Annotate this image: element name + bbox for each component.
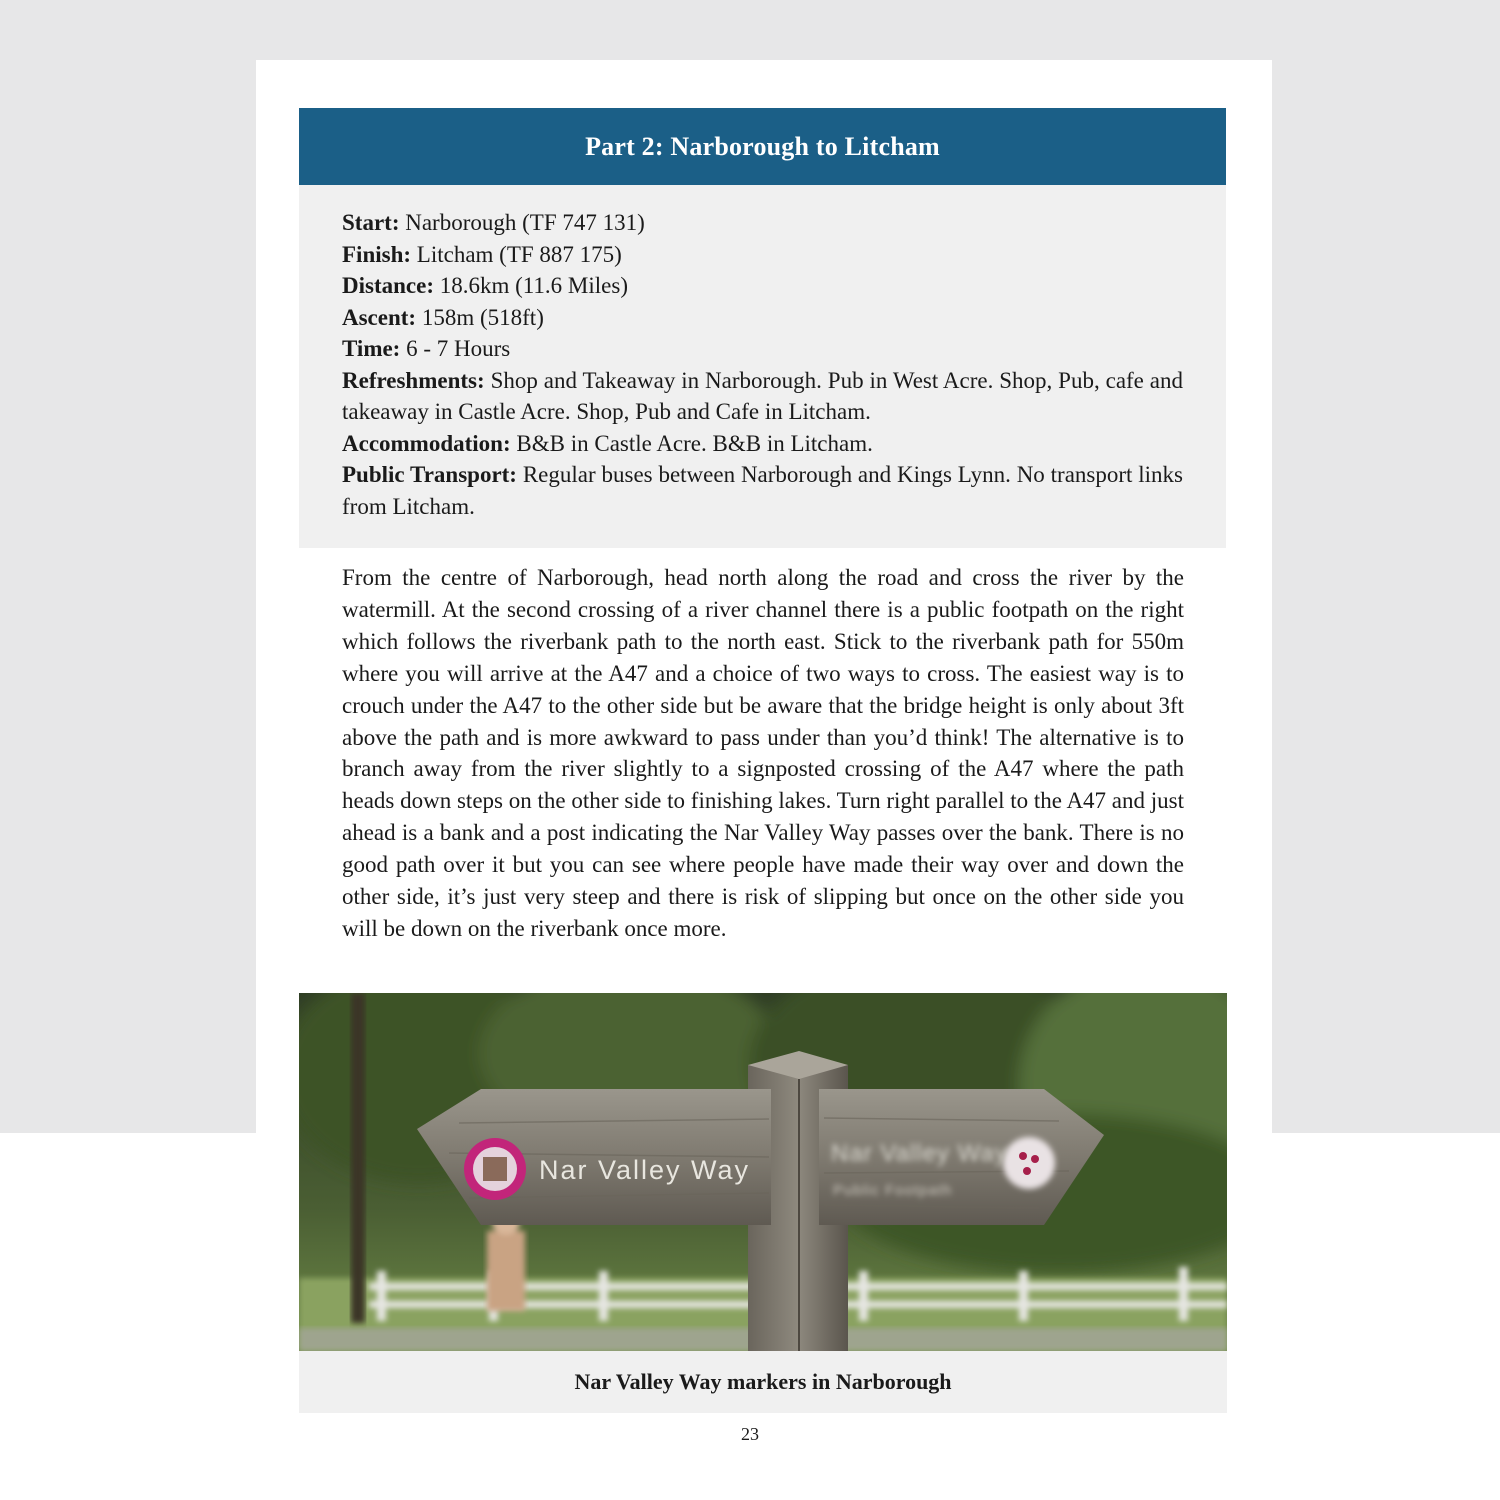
info-row-accommodation: Accommodation: B&B in Castle Acre. B&B in Litcham. bbox=[342, 430, 873, 456]
route-info-list bbox=[342, 207, 1183, 522]
sign-left-text: Nar Valley Way bbox=[539, 1155, 751, 1185]
signpost-photo bbox=[299, 993, 1227, 1351]
info-row-time: Time: 6 - 7 Hours bbox=[342, 336, 511, 361]
info-row-public-transport: Public Transport: Regular buses between Narborough and Kings Lynn. No transport links from Litcham. bbox=[342, 462, 1184, 519]
photo-caption: Nar Valley Way markers in Narborough bbox=[574, 1369, 952, 1394]
sign-right-text: Nar Valley Way bbox=[831, 1140, 1008, 1167]
info-row-start: Start: Narborough (TF 747 131) bbox=[342, 210, 645, 235]
section-title: Part 2: Narborough to Litcham bbox=[585, 131, 940, 161]
section-title-bar bbox=[299, 108, 1226, 185]
photo-caption-bar bbox=[299, 1351, 1227, 1413]
info-row-distance: Distance: 18.6km (11.6 Miles) bbox=[342, 273, 628, 298]
sign-right-subtext: Public Footpath bbox=[833, 1182, 953, 1199]
info-row-finish: Finish: Litcham (TF 887 175) bbox=[342, 241, 622, 267]
route-description: From the centre of Narborough, head north along the road and cross the river by the watermill. At the second crossing of a river channel there is a public footpath on the right which follows the riverbank path to the north east. Stick to the riverbank path for 550m where you will arrive at the A47 and a choice of two ways to cross. The easiest way is to crouch under the A47 to the other side but be aware that the bridge height is only about 3ft above the path and is more awkward to pass under than you’d think! The alternative is to branch away from the river slightly to a signposted crossing of the A47 where the path heads down steps on the other side to finishing lakes. Turn right parallel to the A47 and just ahead is a bank and a post indicating the Nar Valley Way passes over the bank. There is no good path over it but you can see where people have made their way over and down the other side, it’s just very steep and there is risk of slipping but once on the other side you will be down on the riverbank once more. bbox=[342, 565, 1184, 941]
page-number: 23 bbox=[741, 1424, 759, 1444]
signpost-photo-illustration bbox=[299, 993, 1227, 1351]
route-info-box bbox=[299, 185, 1226, 548]
info-row-ascent: Ascent: 158m (518ft) bbox=[342, 304, 544, 330]
info-row-refreshments: Refreshments: Shop and Takeaway in Narborough. Pub in West Acre. Shop, Pub, cafe and takeaway in Castle Acre. Shop, Pub and Cafe in Litcham. bbox=[342, 367, 1183, 424]
